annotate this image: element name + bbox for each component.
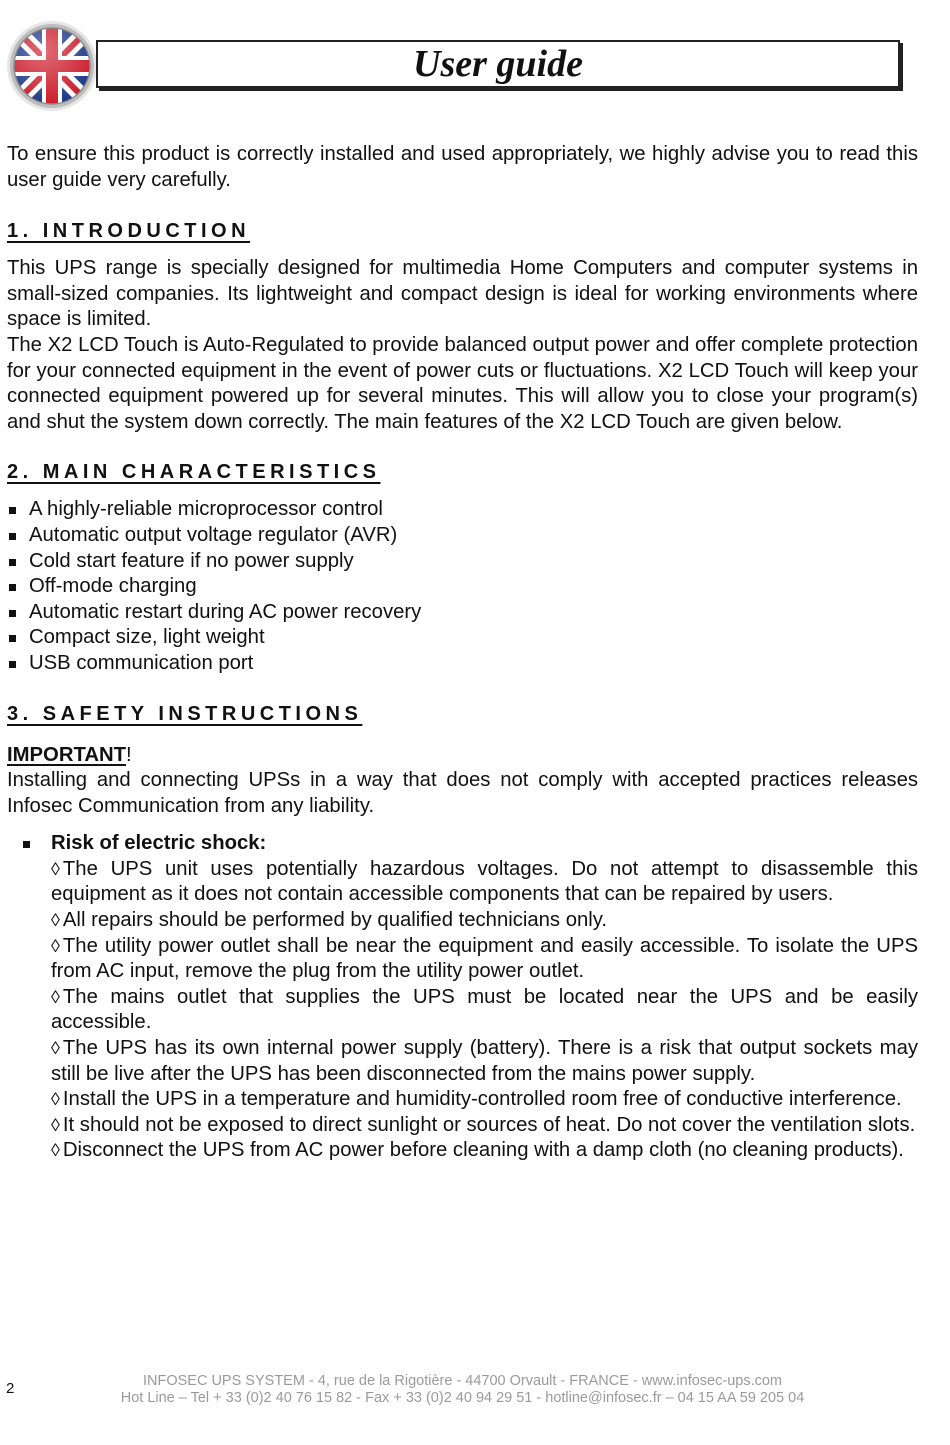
- document-body: [7, 142, 918, 1164]
- intro-paragraph-2: The X2 LCD Touch is Auto-Regulated to provide balanced output power and offer complete protection for your connected equipment in the event of power cuts or fluctuations. X2 LCD Touch will keep your connected equipment powered up for several minutes. This will allow you to close your program(s) and shut the system down correctly. The main features of the X2 LCD Touch are given below.: [7, 333, 918, 433]
- page-number: 2: [6, 1380, 15, 1397]
- diamond-icon: ◊: [51, 1140, 60, 1161]
- important-label: IMPORTANT: [7, 743, 127, 766]
- section-heading: 2. MAIN CHARACTERISTICS: [7, 461, 381, 484]
- diamond-icon: ◊: [51, 935, 60, 956]
- diamond-icon: ◊: [51, 1089, 60, 1110]
- risk-title: Risk of electric shock:: [51, 832, 267, 855]
- uk-flag-icon: [6, 20, 98, 112]
- important-mark: !: [126, 743, 132, 766]
- diamond-icon: ◊: [51, 986, 60, 1007]
- diamond-icon: ◊: [51, 858, 60, 879]
- risk-item: ◊ The utility power outlet shall be near the equipment and easily accessible. To isolate the UPS from AC input, remove the plug from the utility power outlet.: [51, 934, 918, 983]
- risk-item: ◊ Disconnect the UPS from AC power before cleaning with a damp cloth (no cleaning products).: [51, 1139, 904, 1162]
- list-item: Automatic output voltage regulator (AVR): [7, 523, 918, 549]
- risk-block: [7, 831, 918, 1164]
- important-notice: [7, 743, 918, 769]
- diamond-icon: ◊: [51, 910, 60, 931]
- risk-item: ◊ All repairs should be performed by qualified technicians only.: [51, 909, 608, 932]
- risk-item: ◊ The UPS has its own internal power supply (battery). There is a risk that output sockets may still be live after the UPS has been disconnected from the mains power supply.: [51, 1037, 918, 1085]
- list-item: Off-mode charging: [7, 574, 918, 600]
- features-list: [7, 497, 918, 676]
- bullet-icon: [23, 841, 30, 848]
- diamond-icon: ◊: [51, 1114, 60, 1135]
- section-heading: 3. SAFETY INSTRUCTIONS: [7, 702, 363, 725]
- title-box: [96, 40, 900, 88]
- diamond-icon: ◊: [51, 1038, 60, 1059]
- list-item: Compact size, light weight: [7, 625, 918, 651]
- section-safety-instructions: [7, 701, 918, 1165]
- footer-address: INFOSEC UPS SYSTEM - 4, rue de la Rigotière - 44700 Orvault - FRANCE - www.infosec-ups.com: [142, 1373, 782, 1389]
- risk-item: ◊ The UPS unit uses potentially hazardous voltages. Do not attempt to disassemble this equipment as it does not contain accessible components that can be repaired by users.: [51, 857, 918, 906]
- page-title: User guide: [413, 43, 583, 85]
- important-text: Installing and connecting UPSs in a way that does not comply with accepted practices releases Infosec Communication from any liability.: [7, 769, 918, 817]
- section-heading: 1. INTRODUCTION: [7, 220, 251, 243]
- section-introduction: [7, 218, 918, 435]
- list-item: Cold start feature if no power supply: [7, 549, 918, 575]
- page-header: [6, 20, 900, 116]
- list-item: A highly-reliable microprocessor control: [7, 497, 918, 523]
- risk-item: ◊ It should not be exposed to direct sunlight or sources of heat. Do not cover the ventilation slots.: [51, 1113, 916, 1136]
- risk-item: ◊ The mains outlet that supplies the UPS must be located near the UPS and be easily accessible.: [51, 985, 918, 1034]
- section-main-characteristics: [7, 459, 918, 676]
- list-item: Automatic restart during AC power recovery: [7, 600, 918, 626]
- intro-paragraph-1: This UPS range is specially designed for multimedia Home Computers and computer systems in small-sized companies. Its lightweight and compact design is ideal for working environments where space is limited.: [7, 257, 918, 331]
- intro-paragraph: To ensure this product is correctly installed and used appropriately, we highly advise you to read this user guide very carefully.: [7, 143, 918, 191]
- list-item: USB communication port: [7, 651, 918, 677]
- risk-item: ◊ Install the UPS in a temperature and humidity-controlled room free of conductive interference.: [51, 1088, 902, 1111]
- footer-contact: Hot Line – Tel + 33 (0)2 40 76 15 82 - Fax + 33 (0)2 40 94 29 51 - hotline@infosec.fr – 04 15 AA 59 205 04: [120, 1390, 805, 1406]
